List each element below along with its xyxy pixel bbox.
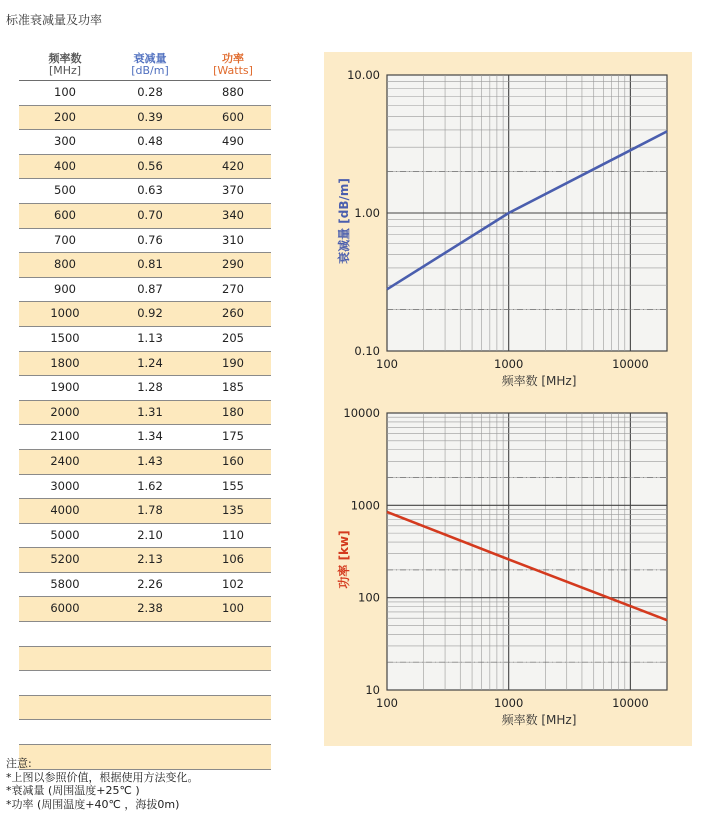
cell-power: 270 [222,281,244,296]
cell-frequency: 2100 [50,429,80,444]
cell-power: 175 [222,429,244,444]
table-header [19,52,271,81]
table-row [19,548,271,573]
cell-power: 102 [222,576,244,591]
charts-svg [324,52,692,746]
chart-panel [324,52,692,746]
x-tick-label: 10000 [612,696,649,710]
table-row [19,376,271,401]
y-tick-label: 1.00 [354,206,380,220]
table-row [19,475,271,500]
table-row [19,352,271,377]
cell-power: 100 [222,601,244,616]
table-row-empty [19,720,271,745]
cell-power: 260 [222,306,244,321]
cell-frequency: 6000 [50,601,80,616]
y-tick-label: 1000 [350,498,380,513]
table-row-empty [19,622,271,647]
cell-attenuation: 0.76 [137,232,163,247]
page-title: 标准衰减量及功率 [6,13,103,27]
cell-attenuation: 0.63 [137,183,163,198]
cell-power: 490 [222,134,244,149]
cell-frequency: 200 [54,109,76,124]
cell-frequency: 5200 [50,552,80,567]
cell-attenuation: 0.81 [137,257,163,272]
attenuation-chart [336,68,667,388]
table-row [19,155,271,180]
cell-power: 340 [222,207,244,222]
cell-power: 135 [222,503,244,518]
table-row-empty [19,696,271,721]
x-axis-title: 频率数 [MHz] [501,713,577,727]
note-line: *功率 (周围温度+40℃ ，海拔0m) [6,797,180,811]
cell-frequency: 1800 [50,355,80,370]
table-row [19,130,271,155]
y-tick-label: 100 [358,590,380,605]
y-tick-label: 10.00 [347,68,380,82]
cell-frequency: 5000 [50,527,80,542]
table-row [19,253,271,278]
cell-attenuation: 0.48 [137,134,163,149]
cell-frequency: 600 [54,207,76,222]
cell-power: 290 [222,257,244,272]
header-attenuation-unit: [dB/m] [131,64,169,77]
table-row [19,204,271,229]
header-power-unit: [Watts] [213,64,253,77]
table-row [19,573,271,598]
cell-frequency: 5800 [50,576,80,591]
header-attenuation-name: 衰减量 [133,52,167,65]
y-axis-title: 功率 [kw] [337,530,351,589]
cell-frequency: 900 [54,281,76,296]
table-row [19,278,271,303]
spec-table [19,52,271,770]
cell-attenuation: 1.78 [137,503,163,518]
table-row [19,597,271,622]
x-tick-label: 1000 [494,357,524,371]
cell-attenuation: 0.70 [137,207,163,222]
table-row [19,302,271,327]
cell-attenuation: 1.24 [137,355,163,370]
y-tick-label: 0.10 [354,344,380,358]
header-frequency [29,53,101,77]
cell-attenuation: 2.13 [137,552,163,567]
cell-power: 880 [222,85,244,99]
cell-attenuation: 1.43 [137,453,163,468]
y-tick-label: 10 [365,683,380,697]
cell-frequency: 2400 [50,453,80,468]
cell-power: 190 [222,355,244,370]
table-body [19,81,271,770]
notes [6,757,199,811]
cell-frequency: 400 [54,158,76,173]
cell-attenuation: 2.26 [137,576,163,591]
note-line: *上图以参照价值，根据使用方法变化。 [6,770,199,784]
table-row [19,401,271,426]
cell-power: 180 [222,404,244,419]
table-row [19,81,271,106]
cell-frequency: 1500 [50,330,80,345]
cell-attenuation: 1.31 [137,404,163,419]
x-tick-label: 100 [376,357,398,371]
cell-frequency: 500 [54,183,76,198]
cell-power: 160 [222,453,244,468]
cell-attenuation: 2.10 [137,527,163,542]
y-tick-label: 10000 [343,406,380,420]
cell-attenuation: 1.13 [137,330,163,345]
table-row [19,179,271,204]
header-frequency-name: 频率数 [48,52,82,65]
notes-heading: 注意: [6,757,32,770]
table-row [19,499,271,524]
cell-frequency: 2000 [50,404,80,419]
table-row-empty [19,671,271,696]
power-chart [336,406,667,727]
cell-frequency: 700 [54,232,76,247]
table-row [19,524,271,549]
header-attenuation [114,53,186,77]
cell-power: 155 [222,478,244,493]
cell-attenuation: 0.56 [137,158,163,173]
table-row [19,106,271,131]
cell-frequency: 4000 [50,503,80,518]
cell-attenuation: 0.39 [137,109,163,124]
cell-attenuation: 1.28 [137,380,163,395]
cell-power: 600 [222,109,244,124]
table-row [19,327,271,352]
table-row-empty [19,647,271,672]
cell-power: 106 [222,552,244,567]
header-frequency-unit: [MHz] [48,64,82,77]
cell-power: 370 [222,183,244,198]
cell-frequency: 800 [54,257,76,272]
cell-attenuation: 1.34 [137,429,163,444]
table-row [19,425,271,450]
cell-frequency: 1000 [50,306,80,321]
cell-power: 110 [222,527,244,542]
cell-attenuation: 1.62 [137,478,163,493]
table-row [19,229,271,254]
cell-attenuation: 0.28 [137,85,163,99]
header-power-name: 功率 [222,52,244,65]
cell-frequency: 1900 [50,380,80,395]
cell-attenuation: 2.38 [137,601,163,616]
table-row [19,450,271,475]
cell-power: 310 [222,232,244,247]
y-axis-title: 衰减量 [dB/m] [337,178,351,264]
cell-power: 420 [222,158,244,173]
header-power [197,53,269,77]
cell-frequency: 3000 [50,478,80,493]
x-tick-label: 100 [376,696,398,710]
cell-frequency: 100 [54,85,76,99]
cell-frequency: 300 [54,134,76,149]
x-axis-title: 频率数 [MHz] [501,374,577,388]
cell-power: 185 [222,380,244,395]
cell-attenuation: 0.87 [137,281,163,296]
cell-attenuation: 0.92 [137,306,163,321]
x-tick-label: 1000 [494,696,524,710]
cell-power: 205 [222,330,244,345]
note-line: *衰减量 (周围温度+25℃ ) [6,784,140,797]
x-tick-label: 10000 [612,357,649,371]
